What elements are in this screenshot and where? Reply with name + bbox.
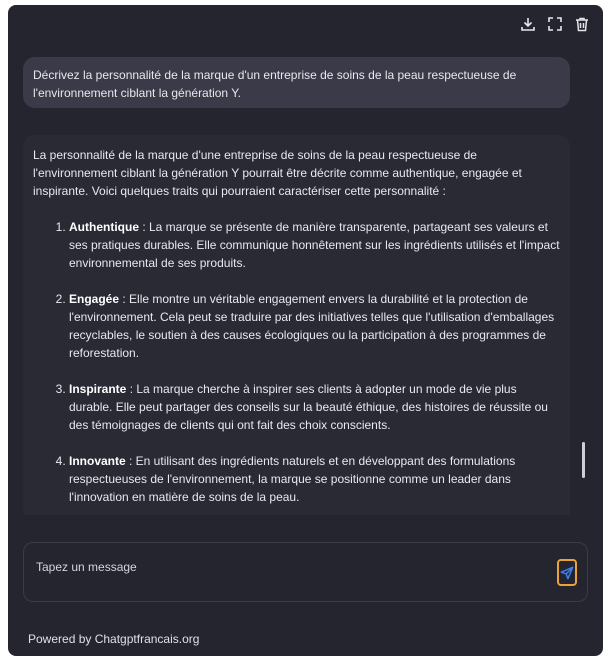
chat-scrollbar[interactable] (582, 442, 585, 478)
send-button[interactable] (557, 559, 577, 586)
list-item-title: Inspirante (69, 382, 127, 396)
assistant-trait-list (33, 218, 560, 506)
list-item (69, 380, 560, 434)
send-icon (560, 566, 574, 580)
delete-button[interactable] (573, 15, 591, 33)
chat-area[interactable] (23, 55, 570, 515)
list-item (69, 452, 560, 506)
list-item-text: : Elle montre un véritable engagement envers la durabilité et la protection de l'environnement. Cela peut se traduire par des initiatives telles que l'utilisation d'emballages recyclables, le soutien à des causes écologiques ou la participation à des programmes de reforestation. (69, 292, 555, 360)
assistant-message (23, 135, 570, 515)
user-message-text: Décrivez la personnalité de la marque d'un entreprise de soins de la peau respectueuse de l'environnement ciblant la génération Y. (33, 68, 517, 100)
powered-by-footer: Powered by Chatgptfrancais.org (28, 632, 200, 646)
user-message (23, 57, 570, 108)
list-item (69, 218, 560, 272)
list-item-title: Innovante (69, 454, 126, 468)
fullscreen-button[interactable] (546, 15, 564, 33)
chat-window (8, 5, 603, 656)
message-input-box[interactable] (23, 542, 588, 602)
list-item-text: : La marque se présente de manière transparente, partageant ses valeurs et ses pratiques durables. Elle communique honnêtement sur les ingrédients utilisés et l'impact environnemental de ses produits. (69, 220, 560, 270)
list-item-text: : La marque cherche à inspirer ses clients à adopter un mode de vie plus durable. Elle peut partager des conseils sur la beauté éthique, des histoires de réussite ou des témoignages de clients qui ont fait des choix conscients. (69, 382, 548, 432)
message-input[interactable]: Tapez un message (36, 560, 137, 574)
trash-icon (574, 16, 590, 32)
download-icon (520, 16, 536, 32)
download-button[interactable] (519, 15, 537, 33)
list-item (69, 290, 560, 362)
assistant-intro: La personnalité de la marque d'une entreprise de soins de la peau respectueuse de l'environnement ciblant la génération Y pourrait être décrite comme authentique, engagée et inspirante. Voici quelques traits qui pourraient caractériser cette personnalité : (33, 148, 522, 198)
toolbar (519, 15, 591, 33)
list-item-title: Authentique (69, 220, 139, 234)
list-item-text: : En utilisant des ingrédients naturels et en développant des formulations respectueuses de l'environnement, la marque se positionne comme un leader dans l'innovation en matière de soins de la peau. (69, 454, 516, 504)
fullscreen-icon (547, 16, 563, 32)
list-item-title: Engagée (69, 292, 120, 306)
